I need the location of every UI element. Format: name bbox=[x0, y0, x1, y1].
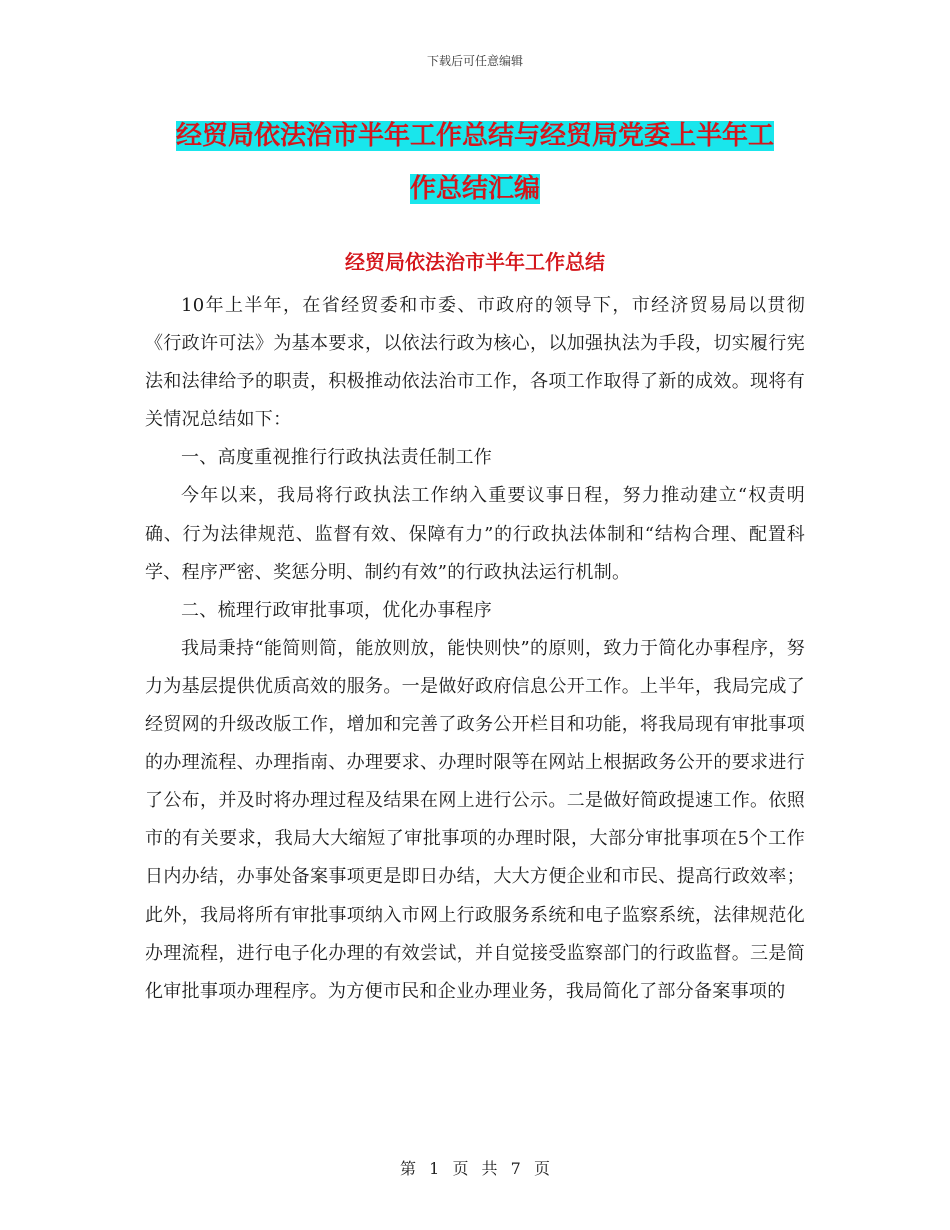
page-footer bbox=[0, 1156, 950, 1179]
paragraph: 今年以来，我局将行政执法工作纳入重要议事日程，努力推动建立“权责明确、行为法律规范、监督有效、保障有力”的行政执法体制和“结构合理、配置科学、程序严密、奖惩分明、制约有效”的行政执法运行机制。 bbox=[145, 485, 805, 583]
footer-label-ye: 页 bbox=[452, 1159, 469, 1178]
body-text bbox=[145, 287, 805, 1011]
section-title: 经贸局依法治市半年工作总结 bbox=[345, 250, 605, 274]
document-title bbox=[145, 110, 805, 216]
footer-page-current: 1 bbox=[429, 1159, 440, 1178]
paragraph-heading: 一、高度重视推行行政执法责任制工作 bbox=[181, 447, 493, 469]
footer-label-ye2: 页 bbox=[533, 1159, 550, 1178]
footer-label-di: 第 bbox=[400, 1159, 417, 1178]
footer-label-gong: 共 bbox=[481, 1159, 498, 1178]
header-note: 下载后可任意编辑 bbox=[426, 54, 523, 68]
footer-page-total: 7 bbox=[510, 1159, 521, 1178]
paragraph: 我局秉持“能简则简，能放则放，能快则快”的原则，致力于简化办事程序，努力为基层提供优质高效的服务。一是做好政府信息公开工作。上半年，我局完成了经贸网的升级改版工作，增加和完善了政务公开栏目和功能，将我局现有审批事项的办理流程、办理指南、办理要求、办理时限等在网站上根据政务公开的要求进行了公布，并及时将办理过程及结果在网上进行公示。二是做好简政提速工作。依照市的有关要求，我局大大缩短了审批事项的办理时限，大部分审批事项在5个工作日内办结，办事处备案事项更是即日办结，大大方便企业和市民、提高行政效率；此外，我局将所有审批事项纳入市网上行政服务系统和电子监察系统，法律规范化办理流程，进行电子化办理的有效尝试，并自觉接受监察部门的行政监督。三是简化审批事项办理程序。为方便市民和企业办理业务，我局简化了部分备案事项的 bbox=[145, 637, 805, 1002]
paragraph-heading: 二、梳理行政审批事项，优化办事程序 bbox=[181, 599, 493, 621]
document-title-line2: 作总结汇编 bbox=[409, 174, 540, 204]
document-title-line1: 经贸局依法治市半年工作总结与经贸局党委上半年工 bbox=[175, 121, 774, 151]
paragraph: 10年上半年，在省经贸委和市委、市政府的领导下，市经济贸易局以贯彻《行政许可法》为基本要求，以依法行政为核心，以加强执法为手段，切实履行宪法和法律给予的职责，积极推动依法治市工作，各项工作取得了新的成效。现将有关情况总结如下： bbox=[145, 295, 805, 431]
